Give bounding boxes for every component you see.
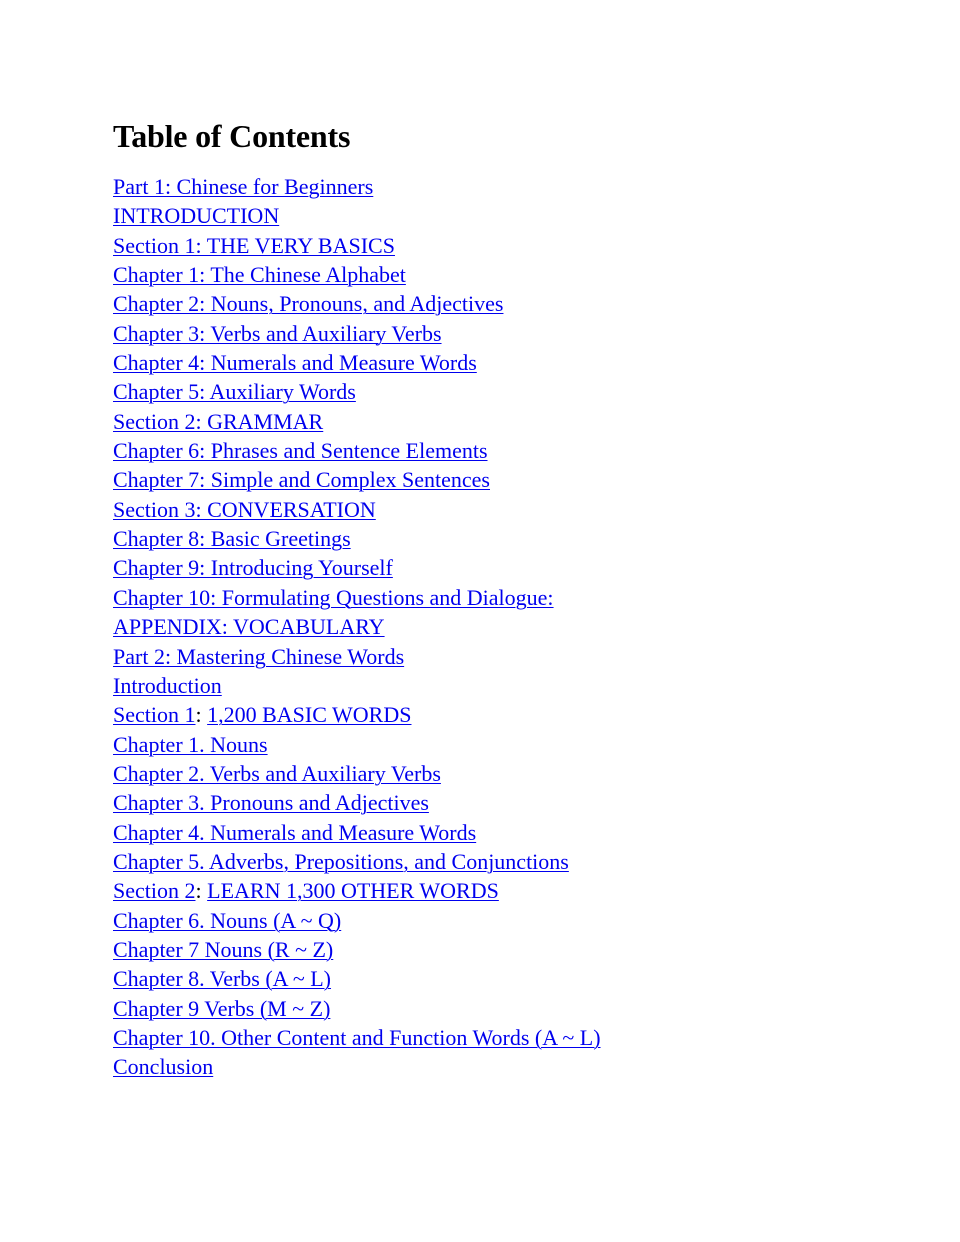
toc-entry (113, 1023, 960, 1052)
toc-link-part-2-chapter-6-nouns-a-q[interactable]: Chapter 6. Nouns (A ~ Q) (113, 907, 342, 933)
toc-link-part-2-chapter-3-pronouns[interactable]: Chapter 3. Pronouns and Adjectives (113, 790, 429, 816)
separator-colon: : (195, 878, 202, 904)
toc-link-part-1[interactable]: Part 1: Chinese for Beginners (113, 174, 374, 199)
toc-entry (113, 407, 960, 436)
toc-entry (113, 465, 960, 494)
toc-entry (113, 847, 960, 876)
toc-link-chapter-9-introducing[interactable]: Chapter 9: Introducing Yourself (113, 555, 393, 581)
toc-entry (113, 348, 960, 377)
toc-entry (113, 524, 960, 553)
toc-link-chapter-10-questions[interactable]: Chapter 10: Formulating Questions and Dialogue: (113, 584, 554, 610)
toc-link-chapter-4-numerals[interactable]: Chapter 4: Numerals and Measure Words (113, 350, 477, 376)
toc-link-appendix-vocabulary[interactable]: APPENDIX: VOCABULARY (113, 614, 385, 640)
toc-entry (113, 994, 960, 1023)
toc-link-chapter-8-greetings[interactable]: Chapter 8: Basic Greetings (113, 526, 351, 552)
toc-entry (113, 377, 960, 406)
toc-link-part-2-chapter-4-numerals[interactable]: Chapter 4. Numerals and Measure Words (113, 819, 477, 845)
toc-link-section-3-conversation[interactable]: Section 3: CONVERSATION (113, 496, 376, 522)
toc-link-basic-words[interactable]: 1,200 BASIC WORDS (207, 702, 412, 728)
toc-link-chapter-3-verbs[interactable]: Chapter 3: Verbs and Auxiliary Verbs (113, 320, 442, 346)
toc-link-other-words[interactable]: LEARN 1,300 OTHER WORDS (207, 878, 499, 904)
toc-entry (113, 906, 960, 935)
toc-entry (113, 172, 960, 201)
toc-entry (113, 319, 960, 348)
toc-entry (113, 788, 960, 817)
toc-entry (113, 642, 960, 671)
toc-link-chapter-7-sentences[interactable]: Chapter 7: Simple and Complex Sentences (113, 467, 490, 493)
toc-entry (113, 289, 960, 318)
toc-link-part-2-chapter-10-other[interactable]: Chapter 10. Other Content and Function Words (A ~ L) (113, 1024, 601, 1050)
document-page (113, 114, 960, 1082)
toc-entry (113, 436, 960, 465)
toc-entry (113, 553, 960, 582)
toc-link-part-2-section-1[interactable]: Section 1 (113, 702, 196, 728)
toc-link-chapter-6-phrases[interactable]: Chapter 6: Phrases and Sentence Elements (113, 438, 488, 464)
toc-link-part-2-chapter-2-verbs[interactable]: Chapter 2. Verbs and Auxiliary Verbs (113, 760, 441, 786)
toc-entry (113, 700, 960, 729)
toc-entry (113, 612, 960, 641)
toc-entry (113, 730, 960, 759)
toc-entry (113, 818, 960, 847)
toc-link-introduction[interactable]: INTRODUCTION (113, 203, 280, 229)
toc-entry (113, 201, 960, 230)
toc-link-part-2-section-2[interactable]: Section 2 (113, 878, 196, 904)
toc-link-conclusion[interactable]: Conclusion (113, 1054, 214, 1080)
toc-link-part-2-chapter-9-verbs-m-z[interactable]: Chapter 9 Verbs (M ~ Z) (113, 995, 331, 1021)
toc-entry (113, 964, 960, 993)
toc-entry (113, 935, 960, 964)
toc-link-chapter-2-nouns-pronouns[interactable]: Chapter 2: Nouns, Pronouns, and Adjectives (113, 291, 504, 317)
toc-link-part-2-chapter-1-nouns[interactable]: Chapter 1. Nouns (113, 731, 268, 757)
toc-entry (113, 231, 960, 260)
toc-link-section-1-very-basics[interactable]: Section 1: THE VERY BASICS (113, 232, 395, 258)
toc-list (113, 172, 960, 1082)
toc-link-chapter-1-alphabet[interactable]: Chapter 1: The Chinese Alphabet (113, 262, 406, 288)
toc-link-part-2-introduction[interactable]: Introduction (113, 672, 222, 698)
toc-entry (113, 495, 960, 524)
toc-link-section-2-grammar[interactable]: Section 2: GRAMMAR (113, 408, 324, 434)
toc-entry (113, 671, 960, 700)
separator-colon: : (195, 702, 202, 728)
toc-entry (113, 583, 960, 612)
toc-entry (113, 260, 960, 289)
toc-entry (113, 759, 960, 788)
toc-entry (113, 876, 960, 905)
toc-link-part-2-chapter-7-nouns-r-z[interactable]: Chapter 7 Nouns (R ~ Z) (113, 936, 334, 962)
toc-entry (113, 1052, 960, 1081)
toc-link-chapter-5-auxiliary-words[interactable]: Chapter 5: Auxiliary Words (113, 379, 356, 405)
toc-link-part-2[interactable]: Part 2: Mastering Chinese Words (113, 643, 405, 669)
page-title: Table of Contents (113, 118, 351, 154)
toc-link-part-2-chapter-5-adverbs[interactable]: Chapter 5. Adverbs, Prepositions, and Conjunctions (113, 848, 569, 874)
toc-link-part-2-chapter-8-verbs-a-l[interactable]: Chapter 8. Verbs (A ~ L) (113, 966, 332, 992)
